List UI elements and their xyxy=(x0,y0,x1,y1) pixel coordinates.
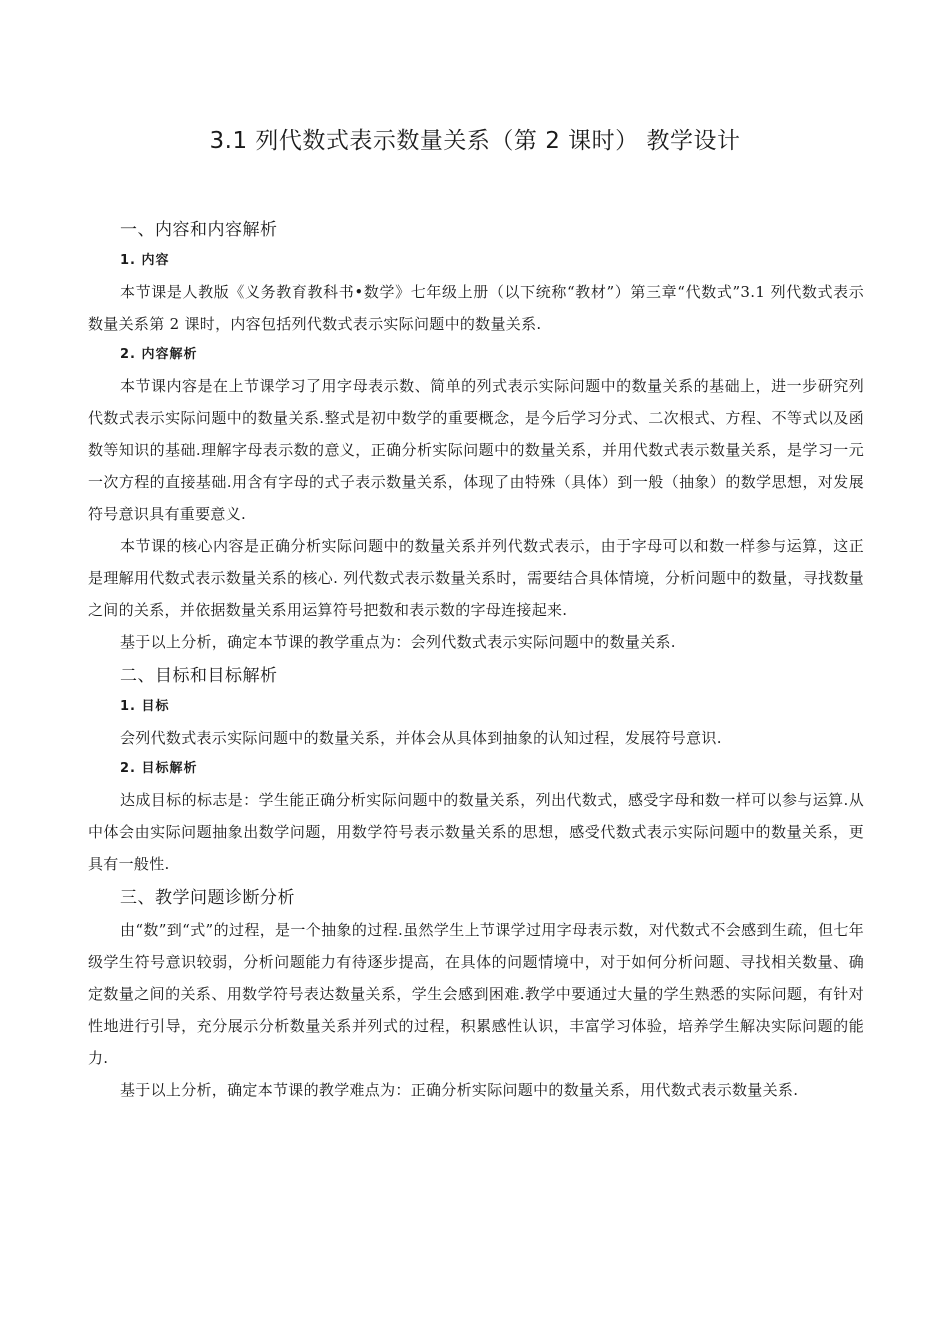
subsection-heading-content-analysis: 2. 内容解析 xyxy=(120,347,198,362)
document-title: 3.1 列代数式表示数量关系（第 2 课时） 教学设计 xyxy=(209,128,741,154)
section-heading-content: 一、内容和内容解析 xyxy=(120,220,278,240)
paragraph: 本节课内容是在上节课学习了用字母表示数、简单的列式表示实际问题中的数量关系的基础上，进一步研究列代数式表示实际问题中的数量关系.整式是初中数学的重要概念，是今后学习分式、二次根式、方程、不等式以及函数等知识的基础.理解字母表示数的意义，正确分析实际问题中的数量关系，并用代数式表示数量关系，是学习一元一次方程的直接基础.用含有字母的式子表示数量关系，体现了由特殊（具体）到一般（抽象）的数学思想，对发展符号意识具有重要意义. xyxy=(88,377,864,523)
subsection-heading-goals: 1. 目标 xyxy=(120,699,170,714)
paragraph: 会列代数式表示实际问题中的数量关系，并体会从具体到抽象的认知过程，发展符号意识. xyxy=(120,729,722,747)
paragraph: 由“数”到“式”的过程，是一个抽象的过程.虽然学生上节课学过用字母表示数，对代数式不会感到生疏，但七年级学生符号意识较弱，分析问题能力有待逐步提高，在具体的问题情境中，对于如何分析问题、寻找相关数量、确定数量之间的关系、用数学符号表达数量关系，学生会感到困难.教学中要通过大量的学生熟悉的实际问题，有针对性地进行引导，充分展示分析数量关系并列式的过程，积累感性认识，丰富学习体验，培养学生解决实际问题的能力. xyxy=(88,921,864,1067)
paragraph: 达成目标的标志是：学生能正确分析实际问题中的数量关系，列出代数式，感受字母和数一样可以参与运算.从中体会由实际问题抽象出数学问题，用数学符号表示数量关系的思想，感受代数式表示实际问题中的数量关系，更具有一般性. xyxy=(88,791,864,873)
subsection-heading-content: 1. 内容 xyxy=(120,253,170,268)
document-body xyxy=(88,214,864,1106)
paragraph: 本节课的核心内容是正确分析实际问题中的数量关系并列代数式表示，由于字母可以和数一样参与运算，这正是理解用代数式表示数量关系的核心. 列代数式表示数量关系时，需要结合具体情境，分析问题中的数量，寻找数量之间的关系，并依据数量关系用运算符号把数和表示数的字母连接起来. xyxy=(88,537,864,619)
section-heading-diagnosis: 三、教学问题诊断分析 xyxy=(120,888,295,908)
section-heading-goals: 二、目标和目标解析 xyxy=(120,666,278,686)
paragraph: 基于以上分析，确定本节课的教学重点为：会列代数式表示实际问题中的数量关系. xyxy=(120,633,676,651)
subsection-heading-goals-analysis: 2. 目标解析 xyxy=(120,761,198,776)
paragraph: 基于以上分析，确定本节课的教学难点为：正确分析实际问题中的数量关系，用代数式表示数量关系. xyxy=(120,1081,799,1099)
paragraph: 本节课是人教版《义务教育教科书•数学》七年级上册（以下统称“教材”）第三章“代数式”3.1 列代数式表示数量关系第 2 课时，内容包括列代数式表示实际问题中的数量关系. xyxy=(88,283,864,333)
